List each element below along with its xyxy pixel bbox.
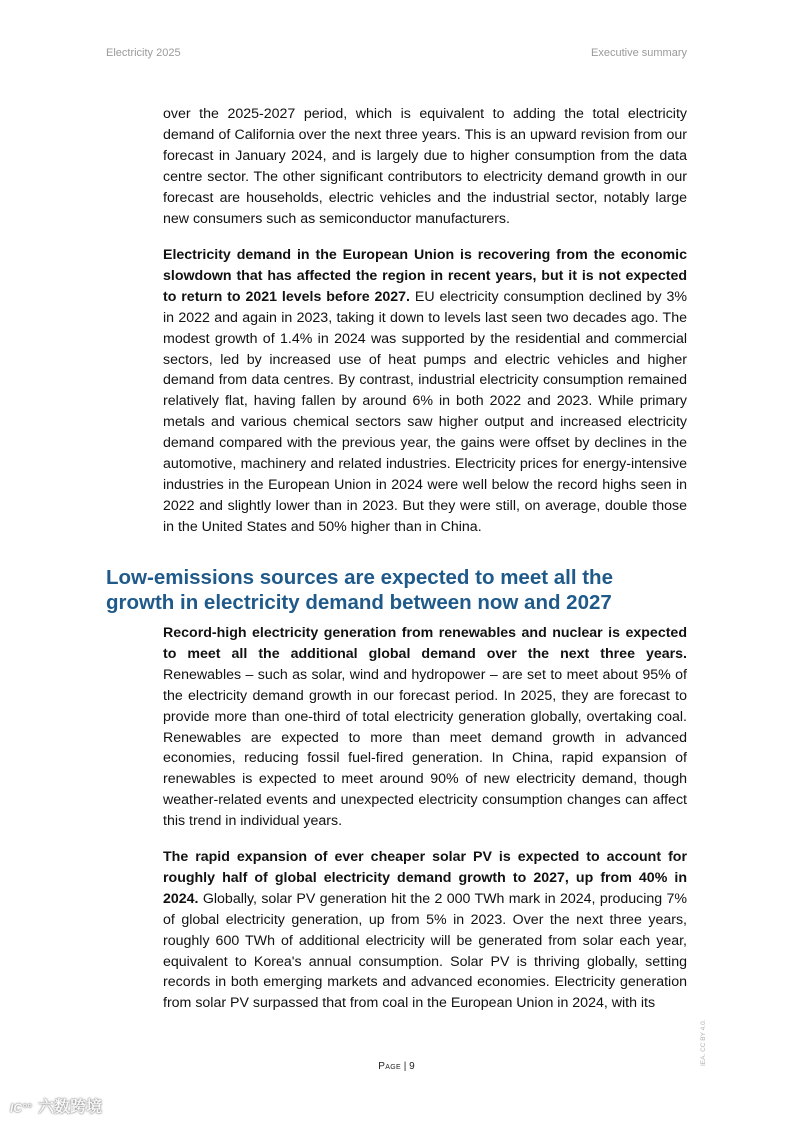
page-footer — [0, 1061, 793, 1072]
paragraph-renewables-nuclear — [163, 623, 687, 832]
license-note: IEA. CC BY 4.0. — [700, 1019, 707, 1066]
page-separator: | — [403, 1061, 407, 1072]
paragraph-lead: Electricity demand in the European Union is recovering from the economic slowdown that has affected the region in recent years, but it is not expected to return to 2021 levels before 2027. — [163, 247, 687, 305]
paragraph-body: Renewables – such as solar, wind and hydropower – are set to meet about 95% of the electricity demand growth in our forecast period. In 2025, they are forecast to provide more than one-third of total electricity generation globally, overtaking coal. Renewables are expected to more than meet demand growth in advanced economies, reducing fossil fuel-fired generation. In China, rapid expansion of renewables is expected to meet around 90% of new electricity demand, though weather-related events and unexpected electricity consumption changes can affect this trend in individual years. — [163, 666, 687, 830]
paragraph-solar-pv — [163, 847, 687, 1014]
watermark-logo-icon: IC°° — [10, 1101, 32, 1115]
running-header-title: Electricity 2025 — [106, 47, 181, 59]
watermark — [10, 1094, 102, 1117]
paragraph-body: over the 2025-2027 period, which is equivalent to adding the total electricity demand of California over the next three years. This is an upward revision from our forecast in January 2024, and is largely due to higher consumption from the data centre sector. The other significant contributors to electricity demand growth in our forecast are households, electric vehicles and the industrial sector, notably large new consumers such as semiconductor manufacturers. — [163, 106, 687, 227]
paragraph-us-demand — [163, 104, 687, 229]
paragraph-lead: The rapid expansion of ever cheaper solar PV is expected to account for roughly half of global electricity demand growth to 2027, up from 40% in 2024. — [163, 849, 687, 907]
page-number: 9 — [409, 1061, 415, 1072]
watermark-text: 六数跨境 — [38, 1099, 103, 1116]
paragraph-body: EU electricity consumption declined by 3% in 2022 and again in 2023, taking it down to levels last seen two decades ago. The modest growth of 1.4% in 2024 was supported by the residential and commercial sectors, led by increased use of heat pumps and electric vehicles and higher demand from data centres. By contrast, industrial electricity consumption remained relatively flat, having fallen by around 6% in both 2022 and 2023. While primary metals and various chemical sectors saw higher output and increased electricity demand compared with the previous year, the gains were offset by declines in the automotive, machinery and related industries. Electricity prices for energy-intensive industries in the European Union in 2024 were well below the record highs seen in 2022 and slightly lower than in 2023. But they were still, on average, double those in the United States and 50% higher than in China. — [163, 288, 687, 535]
paragraph-body: Globally, solar PV generation hit the 2 000 TWh mark in 2024, producing 7% of global electricity generation, up from 5% in 2023. Over the next three years, roughly 600 TWh of additional electricity will be generated from solar each year, equivalent to Korea's annual consumption. Solar PV is thriving globally, setting records in both emerging markets and advanced economies. Electricity generation from solar PV surpassed that from coal in the European Union in 2024, with its — [163, 890, 687, 1012]
paragraph-eu-demand — [163, 245, 687, 538]
page-label: Page — [378, 1061, 401, 1072]
paragraph-lead: Record-high electricity generation from renewables and nuclear is expected to meet all the additional global demand over the next three years. — [163, 625, 687, 662]
section-heading: Low-emissions sources are expected to meet all the growth in electricity demand between now and 2027 — [106, 566, 613, 614]
running-header-section: Executive summary — [591, 47, 687, 59]
